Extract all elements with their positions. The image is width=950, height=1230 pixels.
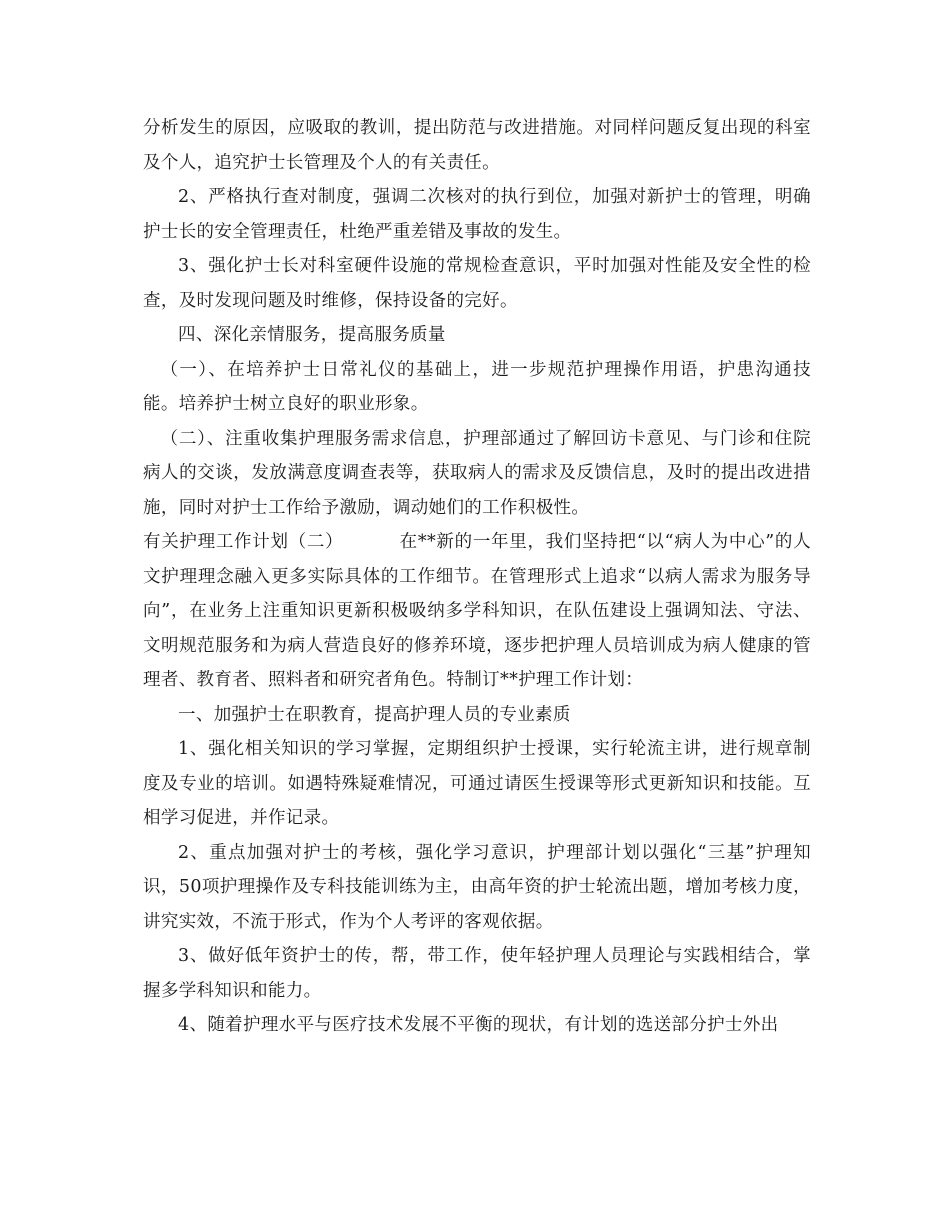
paragraph-sub-one: （一）、在培养护士日常礼仪的基础上，进一步规范护理操作用语，护患沟通技能。培养护士树立良好的职业形象。 <box>143 359 811 414</box>
section-heading-one: 一、加强护士在职教育，提高护理人员的专业素质 <box>178 704 571 725</box>
paragraph-item-1: 1、强化相关知识的学习掌握，定期组织护士授课，实行轮流主讲，进行规章制度及专业的培训。如遇特殊疑难情况，可通过请医生授课等形式更新知识和技能。互相学习促进，并作记录。 <box>143 739 811 828</box>
paragraph-item-4: 4、随着护理水平与医疗技术发展不平衡的现状，有计划的选送部分护士外出 <box>178 1015 779 1035</box>
paragraph-item-2b: 2、重点加强对护士的考核，强化学习意识，护理部计划以强化“三基”护理知识，50项护理操作及专科技能训练为主，由高年资的护士轮流出题，增加考核力度，讲究实效，不流于形式，作为个人考评的客观依据。 <box>143 842 811 932</box>
paragraph-plan-two <box>143 525 811 698</box>
document-body <box>143 111 811 1043</box>
paragraph-continuation: 分析发生的原因，应吸取的教训，提出防范与改进措施。对同样问题反复出现的科室及个人，追究护士长管理及个人的有关责任。 <box>143 118 811 173</box>
plan-two-heading: 有关护理工作计划（二） <box>143 532 344 552</box>
section-heading-four: 四、深化亲情服务，提高服务质量 <box>178 325 446 345</box>
paragraph-sub-two: （二）、注重收集护理服务需求信息，护理部通过了解回访卡意见、与门诊和住院病人的交谈，发放满意度调查表等，获取病人的需求及反馈信息，及时的提出改进措施，同时对护士工作给予激励，调动她们的工作积极性。 <box>143 428 811 518</box>
paragraph-item-3b: 3、做好低年资护士的传，帮，带工作，使年轻护理人员理论与实践相结合，掌握多学科知识和能力。 <box>143 946 811 1001</box>
plan-two-intro: 在**新的一年里，我们坚持把“以“病人为中心”的人文护理理念融入更多实际具体的工作细节。在管理形式上追求“以病人需求为服务导向”，在业务上注重知识更新积极吸纳多学科知识，在队伍建设上强调知法、守法、文明规范服务和为病人营造良好的修养环境，逐步把护理人员培训成为病人健康的管理者、教育者、照料者和研究者角色。特制订**护理工作计划： <box>143 532 811 690</box>
paragraph-item-2: 2、严格执行查对制度，强调二次核对的执行到位，加强对新护士的管理，明确护士长的安全管理责任，杜绝严重差错及事故的发生。 <box>143 187 811 242</box>
paragraph-item-3: 3、强化护士长对科室硬件设施的常规检查意识，平时加强对性能及安全性的检查，及时发现问题及时维修，保持设备的完好。 <box>143 256 811 311</box>
